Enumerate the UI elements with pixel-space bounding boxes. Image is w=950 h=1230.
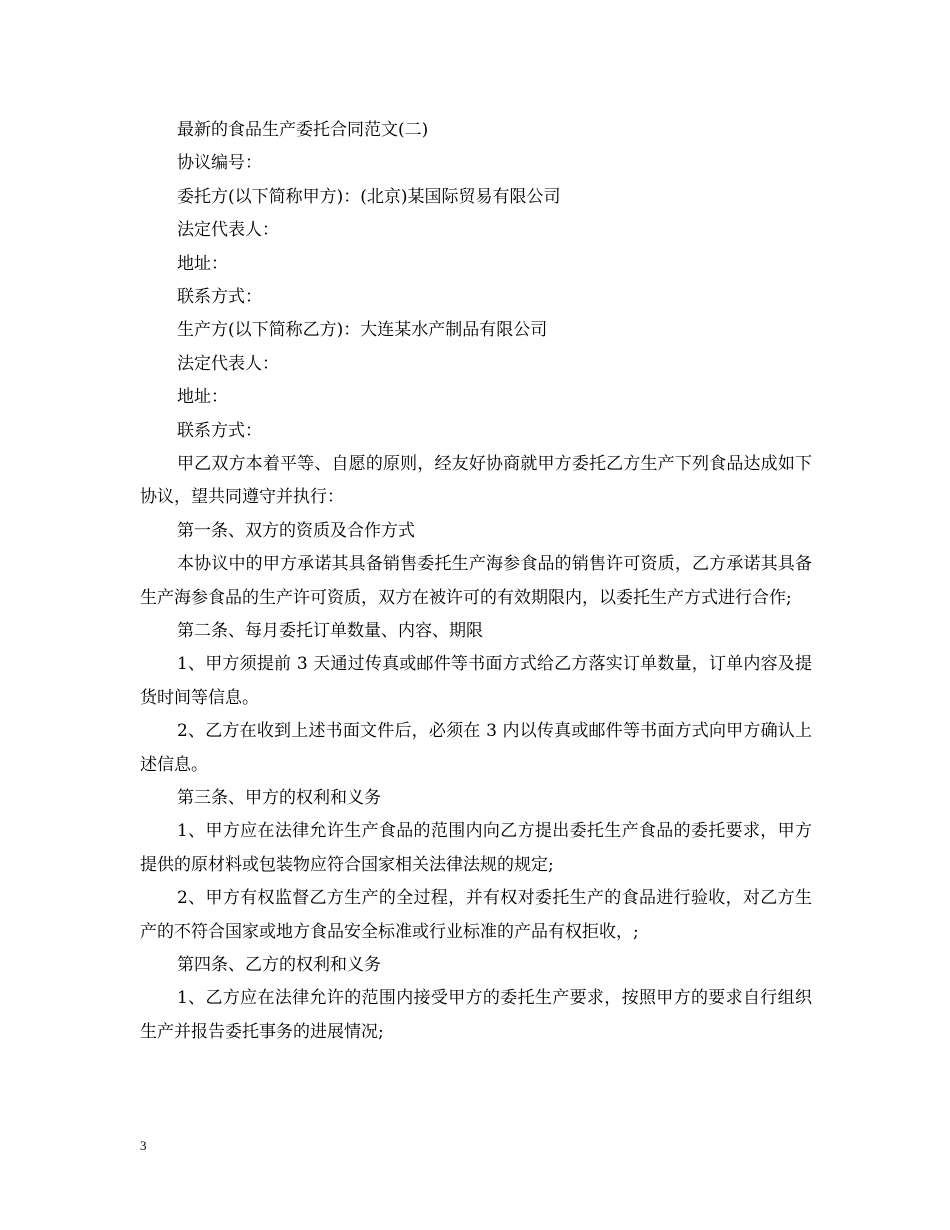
party-a-representative: 法定代表人： [177,220,279,241]
preamble-paragraph: 甲乙双方本着平等、自愿的原则，经友好协商就甲方委托乙方生产下列食品达成如下协议，望共同遵守并执行： [140,453,812,508]
agreement-number: 协议编号： [177,153,262,174]
article-1-heading: 第一条、双方的资质及合作方式 [177,520,415,541]
article-3-heading: 第三条、甲方的权利和义务 [177,787,381,808]
page-number: 3 [140,1138,147,1153]
party-b-name: 生产方(以下简称乙方)：大连某水产制品有限公司 [177,320,548,341]
article-1-paragraph: 本协议中的甲方承诺其具备销售委托生产海参食品的销售许可资质，乙方承诺其具备生产海参食品的生产许可资质，双方在被许可的有效期限内，以委托生产方式进行合作; [140,554,812,608]
article-4-heading: 第四条、乙方的权利和义务 [177,954,381,975]
document-title: 最新的食品生产委托合同范文(二) [177,120,429,140]
party-a-contact: 联系方式： [177,286,262,307]
document-body [140,114,812,1049]
party-a-address: 地址： [177,253,228,274]
article-3-clause-1: 1、甲方应在法律允许生产食品的范围内向乙方提出委托生产食品的委托要求，甲方提供的原材料或包装物应符合国家相关法律法规的规定; [140,821,812,875]
party-a-name: 委托方(以下简称甲方)：(北京)某国际贸易有限公司 [177,186,561,207]
party-b-address: 地址： [177,387,228,408]
article-2-clause-2: 2、乙方在收到上述书面文件后，必须在 3 内以传真或邮件等书面方式向甲方确认上述信息。 [140,721,812,775]
article-3-clause-2: 2、甲方有权监督乙方生产的全过程，并有权对委托生产的食品进行验收，对乙方生产的不符合国家或地方食品安全标准或行业标准的产品有权拒收，; [140,888,812,942]
party-b-representative: 法定代表人： [177,353,279,374]
party-b-contact: 联系方式： [177,420,262,441]
article-2-heading: 第二条、每月委托订单数量、内容、期限 [177,620,483,641]
article-4-clause-1: 1、乙方应在法律允许的范围内接受甲方的委托生产要求，按照甲方的要求自行组织生产并报告委托事务的进展情况; [140,988,812,1042]
article-2-clause-1: 1、甲方须提前 3 天通过传真或邮件等书面方式给乙方落实订单数量，订单内容及提货时间等信息。 [140,654,812,708]
